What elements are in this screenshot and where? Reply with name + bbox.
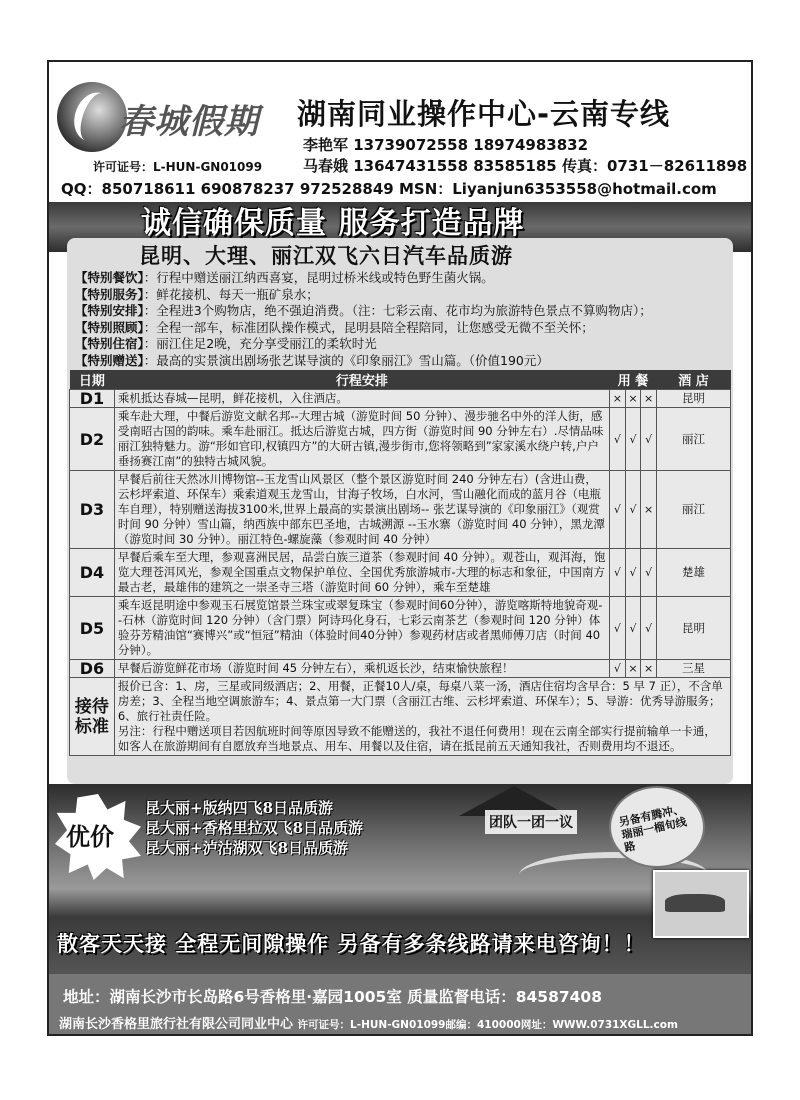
hotel-cell: 丽江 [656,471,730,549]
table-row [70,660,731,678]
special-item [75,353,735,370]
logo-swirl-icon [57,82,127,152]
header [49,62,751,202]
special-text: ：最高的实景演出剧场张艺谋导演的《印象丽江》雪山篇。（价值190元） [143,352,549,368]
special-item [75,270,735,287]
meal-cell: √ [641,597,657,660]
meal-cell: × [610,390,626,408]
program-cell: 乘机抵达春城—昆明，鲜花接机，入住酒店。 [114,390,609,408]
program-cell: 乘车返昆明途中参观玉石展览馆景兰珠宝或翠复珠宝（参观时间60分钟），游览喀斯特地貌奇观--石林（游览时间 120 分钟）（含门票）阿诗玛化身石，七彩云南茶艺（参观时间 120 分钟）体验芬芳精油馆“赛博兴”或“恒冠”精油（体验时间40分钟）参观药材店或者黑师傅刀店（时间 40 分钟）。 [114,597,609,660]
meal-cell: × [641,660,657,678]
meal-cell: √ [610,408,626,471]
meal-cell: × [625,390,641,408]
table-row [70,408,731,471]
special-text: ：丽江住足2晚，充分享受丽江的柔软时光 [143,336,377,351]
meal-cell: √ [641,549,657,597]
program-cell: 早餐后游览鲜花市场（游览时间 45 分钟左右），乘机返长沙，结束愉快旅程！ [114,660,609,678]
day-cell: D3 [70,471,115,549]
special-item [75,336,735,353]
table-row [70,597,731,660]
special-item [75,287,735,304]
hotel-cell: 丽江 [656,408,730,471]
footer-company [59,1013,678,1032]
meal-cell: × [641,471,657,549]
contact-line-2: 马春娥 13647431558 83585185 传真：0731－82611898 [303,157,748,175]
bubble-text: 另备有腾冲、瑞丽一榴旬线路 [617,802,688,855]
footer-address: 地址：湖南长沙市长岛路6号香格里·嘉园1005室 质量监督电话：84587408 [63,988,602,1006]
slogan: 诚信确保质量 服务打造品牌 [141,206,525,241]
day-cell: D6 [70,660,115,678]
license-number: 许可证号：L-HUN-GN01099 [93,160,263,174]
table-row [70,549,731,597]
day-cell: D1 [70,390,115,408]
program-cell: 早餐后前往天然冰川博物馆--玉龙雪山风景区（整个景区游览时间 240 分钟左右）(含进山费，云杉坪索道、环保车）乘索道观玉龙雪山，甘海子牧场，白水河，雪山融化而成的蓝月谷（电瓶车自理），特别赠送海拔3100米,世界上最高的实景演出剧场-- 张艺谋导演的《印象丽江》（观赏时间 90 分钟）雪山篇，纳西族中部东巴圣地，古城溯源 --玉水寨（游览时间 40 分钟），黑龙潭（游览时间 30 分钟）。丽江特色-螺旋藻（参观时间 40 分钟） [114,471,609,549]
special-text: ：全程一部车，标准团队操作模式，昆明县陪全程陪同，让您感受无微不至关怀； [143,319,594,335]
contact-line-1: 李艳军 13739072558 18974983832 [303,136,589,154]
hotel-cell: 楚雄 [656,549,730,597]
price-badge-label: 优价 [66,823,114,851]
header-program: 行程安排 [114,370,609,390]
meal-cell: √ [641,408,657,471]
itinerary-table [69,370,731,756]
meal-cell: √ [625,549,641,597]
meal-cell: √ [625,597,641,660]
specials-list [75,270,735,369]
program-cell: 早餐后乘车至大理，参观喜洲民居，品尝白族三道茶（参观时间 40 分钟）。观苍山，观洱海，饱览大理苍洱风光，参观全国重点文物保护单位、全国优秀旅游城市-大理的标志和象征，中国南方最古老，最雄伟的建筑之一崇圣寺三塔（游览时间 60 分钟），乘车至楚雄 [114,549,609,597]
hotel-cell: 昆明 [656,390,730,408]
special-text: ：鲜花接机、每天一瓶矿泉水； [143,286,319,302]
special-item [75,303,735,320]
meal-cell: × [641,390,657,408]
price-includes: 报价已含：1、房，三星或同级酒店；2、用餐，正餐10人/桌，每桌八菜一汤，酒店住宿均含早合：5 早 7 正），不含单房差；3、全程当地空调旅游车；4、景点第一大门票（含丽江古维、云杉坪索道、环保车）；5、导游：优秀导游服务；6、旅行社责任险。 [117,679,723,723]
meal-cell: √ [610,549,626,597]
call-to-action: 散客天天接 全程无间隙操作 另备有多条线路请来电咨询！！ [57,932,646,956]
meal-cell: √ [610,660,626,678]
special-item [75,320,735,337]
special-label: 【特别照顾】 [75,319,144,335]
meal-cell: √ [610,471,626,549]
program-cell: 乘车赴大理，中餐后游览文献名邦--大理古城（游览时间 50 分钟）、漫步驰名中外的洋人街，感受南昭古国的韵味。乘车赴丽江。抵达后游览古城，四方街（游览时间 90 分钟左右）.尽情品味丽江独特魅力。游“形如官印,权镇四方”的大研古镇,漫步街市,您将领略到”家家溪水绕户转,户户垂扬赛江南”的独特古城风貌。 [114,408,609,471]
flyer [47,60,753,1036]
logo-text: 春城假期 [119,102,259,142]
meal-cell: √ [610,597,626,660]
route-list [145,798,363,858]
table-row [70,390,731,408]
route-item: 昆大丽+香格里拉双飞8日品质游 [145,819,364,837]
company-name: 湖南长沙香格里旅行社有限公司同业中心 [59,1017,294,1032]
route-item: 昆大丽+版纳四飞8日品质游 [145,799,334,817]
tour-subtitle: 昆明、大理、丽江双飞六日汽车品质游 [139,244,513,268]
reception-text [114,678,730,756]
special-label: 【特别餐饮】 [75,270,144,285]
day-cell: D4 [70,549,115,597]
qq-msn-line: QQ：850718611 690878237 972528849 MSN：Liyanjun6353558@hotmail.com [61,180,717,198]
header-meals: 用 餐 [610,370,657,390]
meal-cell: √ [625,408,641,471]
header-day: 日期 [70,370,115,390]
day-cell: D5 [70,597,115,660]
table-header-row [70,370,731,390]
group-pricing-label: 团队一团一议 [485,810,577,834]
header-hotel: 酒 店 [656,370,730,390]
hotel-cell: 三星 [656,660,730,678]
special-label: 【特别住宿】 [75,336,144,351]
hotel-cell: 昆明 [656,597,730,660]
day-cell: D2 [70,408,115,471]
special-text: ：全程进3个购物店，绝不强迫消费。（注：七彩云南、花市均为旅游特色景点不算购物店）； [143,303,652,318]
special-label: 【特别赠送】 [75,352,144,368]
meal-cell: √ [625,471,641,549]
reception-label: 接待标准 [70,678,115,756]
special-label: 【特别安排】 [75,303,144,318]
logo [57,82,297,152]
notes: 另注：行程中赠送项目若因航班时间等原因导致不能赠送的，我社不退任何费用！现在云南全部实行提前输单一卡通，如客人在旅游期间有自愿放弃当地景点、用车、用餐以及住宿，请在抵昆前五天通知我社，否则费用均不退还。 [117,724,716,753]
meal-cell: × [625,660,641,678]
boat-photo [653,870,749,938]
company-info: 许可证号：L-HUN-GN01099邮编：410000网址：WWW.0731XGLL.com [297,1019,678,1031]
page-title: 湖南同业操作中心-云南专线 [297,97,671,131]
table-row [70,471,731,549]
special-label: 【特别服务】 [75,286,144,302]
route-item: 昆大丽+泸沽湖双飞8日品质游 [145,839,349,857]
reception-row [70,678,731,756]
special-text: ：行程中赠送丽江纳西喜宴，昆明过桥米线或特色野生菌火锅。 [143,270,494,285]
